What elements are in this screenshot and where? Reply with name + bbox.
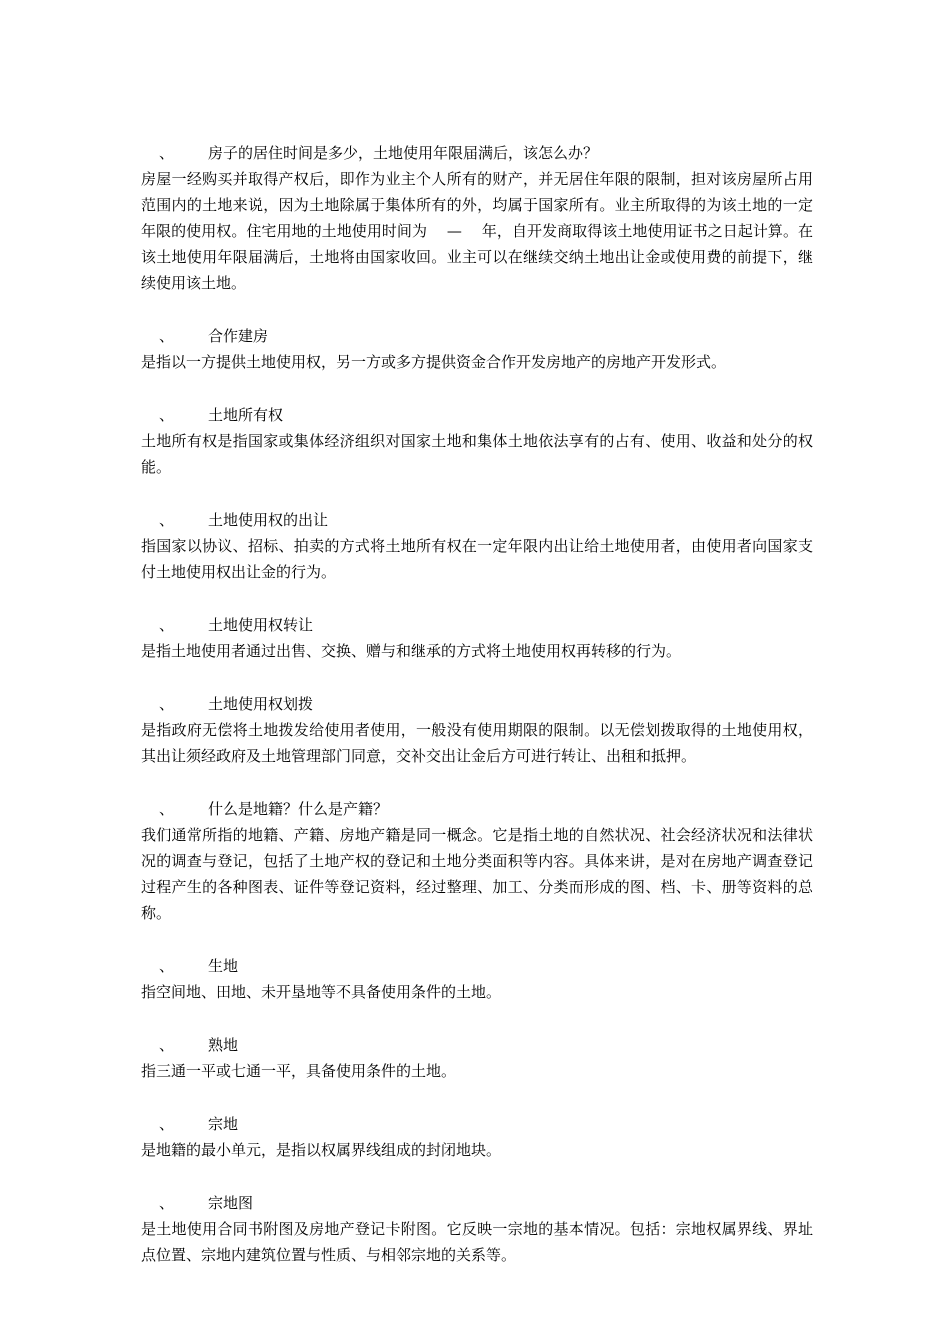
section-body: 是地籍的最小单元，是指以权属界线组成的封闭地块。 xyxy=(141,1141,502,1159)
section-heading xyxy=(141,507,813,533)
section-heading xyxy=(141,1111,813,1137)
section-parcel xyxy=(141,1111,813,1163)
section-body: 土地所有权是指国家或集体经济组织对国家土地和集体土地依法享有的占有、使用、收益和处分的权能。 xyxy=(141,432,813,476)
heading-number-mark: 、 xyxy=(159,1115,175,1133)
heading-number-mark: 、 xyxy=(159,406,175,424)
section-heading xyxy=(141,1190,813,1216)
heading-number-mark: 、 xyxy=(159,511,175,529)
heading-title: 什么是地籍？什么是产籍？ xyxy=(208,800,389,818)
section-heading xyxy=(141,691,813,717)
section-heading xyxy=(141,1032,813,1058)
heading-title: 宗地 xyxy=(208,1115,239,1133)
section-land-use-allocation xyxy=(141,691,813,769)
heading-number-mark: 、 xyxy=(159,957,175,975)
section-body: 是指以一方提供土地使用权，另一方或多方提供资金合作开发房地产的房地产开发形式。 xyxy=(141,353,727,371)
section-body: 指三通一平或七通一平，具备使用条件的土地。 xyxy=(141,1062,457,1080)
heading-number-mark: 、 xyxy=(159,616,175,634)
section-land-use-transfer xyxy=(141,612,813,664)
section-heading xyxy=(141,796,813,822)
heading-number-mark: 、 xyxy=(159,144,175,162)
heading-title: 土地所有权 xyxy=(208,406,284,424)
section-body: 是指政府无偿将土地拨发给使用者使用，一般没有使用期限的限制。以无偿划拨取得的土地使用权，其出让须经政府及土地管理部门同意，交补交出让金后方可进行转让、出租和抵押。 xyxy=(141,721,813,765)
heading-title: 熟地 xyxy=(208,1036,239,1054)
section-raw-land xyxy=(141,953,813,1005)
section-body: 房屋一经购买并取得产权后，即作为业主个人所有的财产，并无居住年限的限制，担对该房屋所占用范围内的土地来说，因为土地除属于集体所有的外，均属于国家所有。业主所取得的为该土地的一定年限的使用权。住宅用地的土地使用时间为 — 年，自开发商取得该土地使用证书之日起计算。在该土地使用年限届满后，土地将由国家收回。业主可以在继续交纳土地出让金或使用费的前提下，继续使用该土地。 xyxy=(141,170,813,292)
section-land-use-grant xyxy=(141,507,813,585)
section-heading xyxy=(141,402,813,428)
heading-number-mark: 、 xyxy=(159,1036,175,1054)
heading-title: 土地使用权划拨 xyxy=(208,695,314,713)
section-body: 是指土地使用者通过出售、交换、赠与和继承的方式将土地使用权再转移的行为。 xyxy=(141,642,682,660)
section-body: 是土地使用合同书附图及房地产登记卡附图。它反映一宗地的基本情况。包括：宗地权属界线、界址点位置、宗地内建筑位置与性质、与相邻宗地的关系等。 xyxy=(141,1220,813,1264)
heading-number-mark: 、 xyxy=(159,1194,175,1212)
section-heading xyxy=(141,140,813,166)
heading-number-mark: 、 xyxy=(159,327,175,345)
heading-number-mark: 、 xyxy=(159,695,175,713)
section-body: 指国家以协议、招标、拍卖的方式将土地所有权在一定年限内出让给土地使用者，由使用者向国家支付土地使用权出让金的行为。 xyxy=(141,537,813,581)
heading-title: 房子的居住时间是多少，土地使用年限届满后，该怎么办？ xyxy=(208,144,599,162)
heading-title: 宗地图 xyxy=(208,1194,254,1212)
section-cooperative-building xyxy=(141,323,813,375)
section-body: 指空间地、田地、未开垦地等不具备使用条件的土地。 xyxy=(141,983,502,1001)
section-developed-land xyxy=(141,1032,813,1084)
section-heading xyxy=(141,323,813,349)
section-heading xyxy=(141,612,813,638)
heading-title: 土地使用权的出让 xyxy=(208,511,329,529)
document-page xyxy=(141,140,813,1295)
heading-title: 合作建房 xyxy=(208,327,269,345)
section-heading xyxy=(141,953,813,979)
section-cadastre xyxy=(141,796,813,926)
heading-title: 生地 xyxy=(208,957,239,975)
section-land-ownership xyxy=(141,402,813,480)
heading-title: 土地使用权转让 xyxy=(208,616,314,634)
section-parcel-map xyxy=(141,1190,813,1268)
heading-number-mark: 、 xyxy=(159,800,175,818)
section-residence-term xyxy=(141,140,813,296)
section-body: 我们通常所指的地籍、产籍、房地产籍是同一概念。它是指土地的自然状况、社会经济状况和法律状况的调查与登记，包括了土地产权的登记和土地分类面积等内容。具体来讲，是对在房地产调查登记过程产生的各种图表、证件等登记资料，经过整理、加工、分类而形成的图、档、卡、册等资料的总称。 xyxy=(141,826,813,922)
